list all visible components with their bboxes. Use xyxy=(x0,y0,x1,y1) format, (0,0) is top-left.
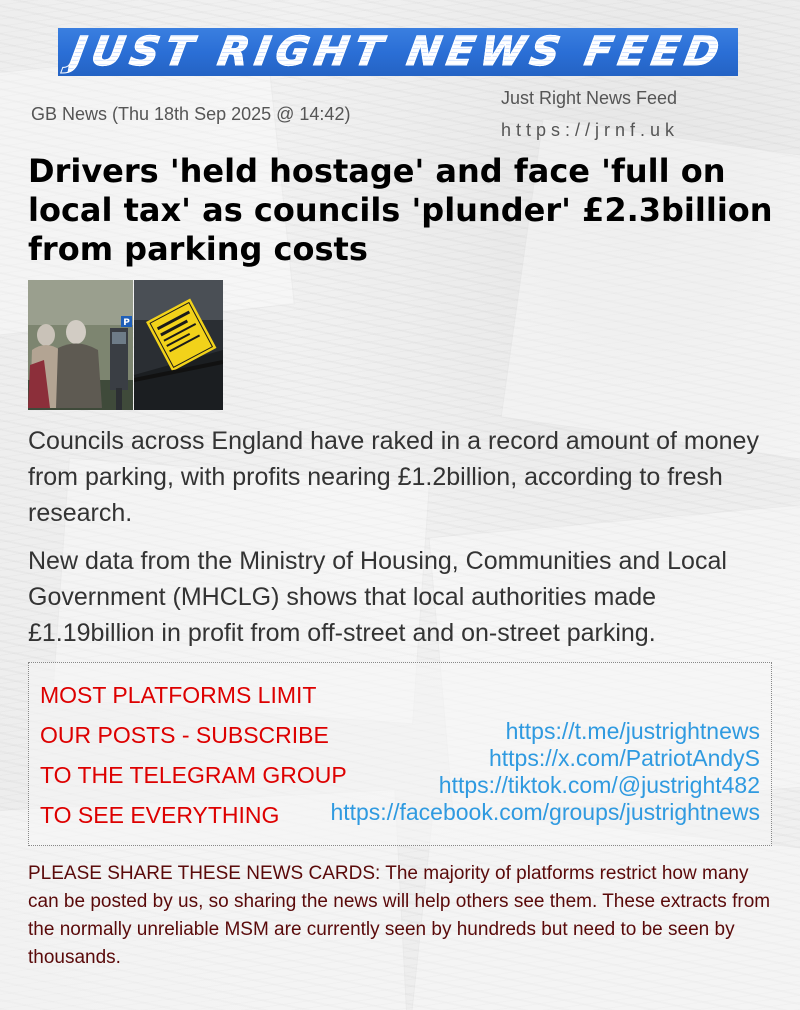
parking-ticket-windscreen-photo xyxy=(134,280,223,410)
article-headline: Drivers 'held hostage' and face 'full on local tax' as councils 'plunder' £2.3billion from parking costs xyxy=(28,152,773,268)
brand-name: Just Right News Feed xyxy=(501,88,678,108)
subscribe-promo-box xyxy=(28,662,772,846)
promo-line: TO SEE EVERYTHING xyxy=(40,802,280,828)
x-link[interactable]: https://x.com/PatriotAndyS xyxy=(488,745,760,771)
site-url: https://jrnf.uk xyxy=(501,120,680,140)
promo-line: TO THE TELEGRAM GROUP xyxy=(40,762,347,788)
svg-text:P: P xyxy=(123,318,130,328)
article-paragraph: Councils across England have raked in a record amount of money from parking, with profits nearing £1.2billion, according to fresh research. xyxy=(28,427,759,527)
social-links xyxy=(330,718,760,826)
banner-title: JUST RIGHT NEWS FEED xyxy=(67,29,729,75)
subscribe-message xyxy=(40,675,347,835)
article-source: GB News (Thu 18th Sep 2025 @ 14:42) xyxy=(31,104,351,124)
promo-line: MOST PLATFORMS LIMIT xyxy=(40,682,317,708)
article-images xyxy=(28,280,223,410)
article-paragraph: New data from the Ministry of Housing, Communities and Local Government (MHCLG) shows that local authorities made £1.19billion in profit from off-street and on-street parking. xyxy=(28,547,727,647)
facebook-link[interactable]: https://facebook.com/groups/justrightnews xyxy=(330,799,760,825)
share-notice: PLEASE SHARE THESE NEWS CARDS: The majority of platforms restrict how many can be posted by us, so sharing the news will help others see them. These extracts from the normally unreliable MSM are currently seen by hundreds but need to be seen by thousands. xyxy=(28,863,771,968)
pedestrians-parking-meter-photo xyxy=(28,280,133,410)
promo-line: OUR POSTS - SUBSCRIBE xyxy=(40,722,329,748)
site-banner xyxy=(58,28,738,76)
tiktok-link[interactable]: https://tiktok.com/@justright482 xyxy=(438,772,760,798)
telegram-link[interactable]: https://t.me/justrightnews xyxy=(505,718,760,744)
